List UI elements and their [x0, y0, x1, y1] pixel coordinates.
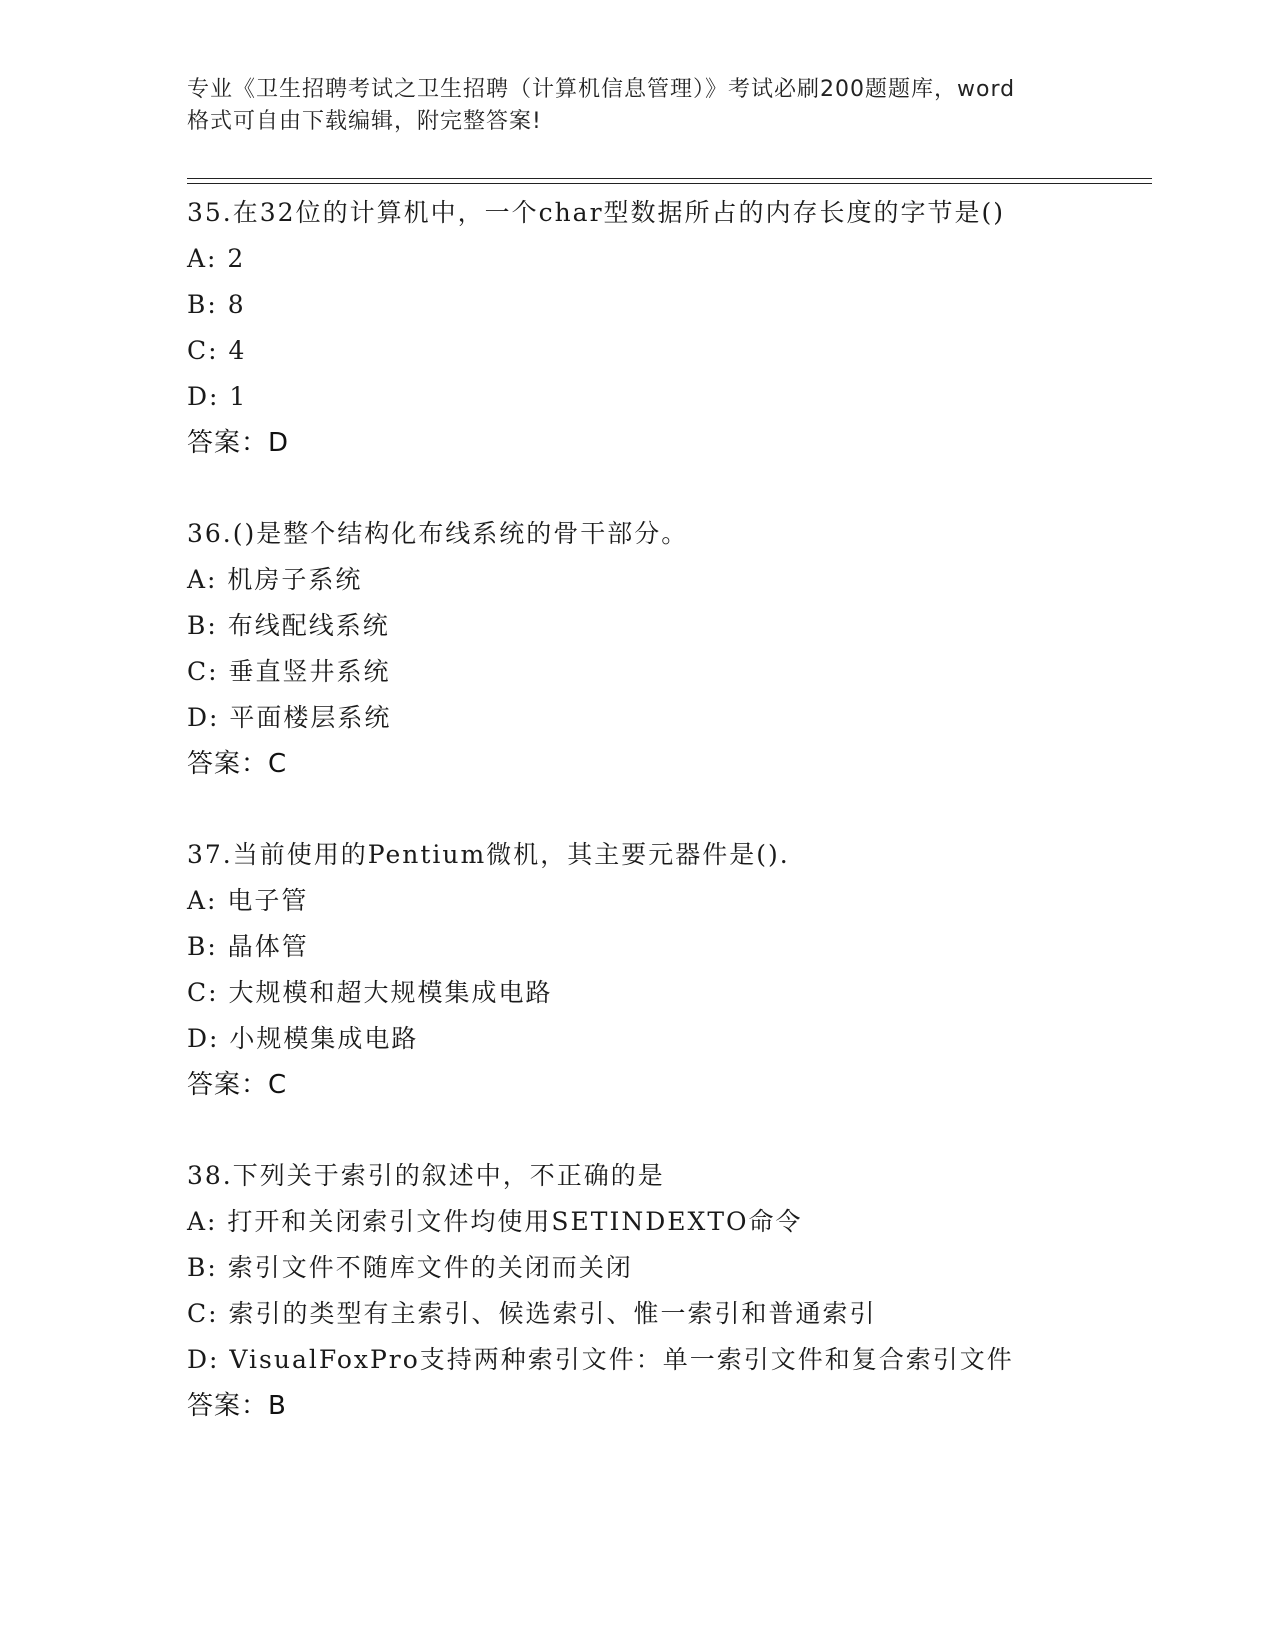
- question-stem: 38.下列关于索引的叙述中，不正确的是: [187, 1161, 665, 1190]
- option-b: B: 布线配线系统: [187, 611, 390, 640]
- question-36: [187, 511, 1152, 787]
- header-line-1: 专业《卫生招聘考试之卫生招聘（计算机信息管理）》考试必刷200题题库，word: [187, 77, 1016, 102]
- option-b: B: 晶体管: [187, 932, 309, 961]
- header-line-2: 格式可自由下载编辑，附完整答案!: [187, 109, 542, 134]
- option-a: A: 打开和关闭索引文件均使用SETINDEXTO命令: [187, 1207, 803, 1236]
- header-divider-bottom: [187, 183, 1152, 184]
- answer: 答案：D: [187, 428, 290, 458]
- question-38: [187, 1153, 1152, 1429]
- option-a: A: 2: [187, 244, 246, 273]
- question-stem: 35.在32位的计算机中，一个char型数据所占的内存长度的字节是(): [187, 198, 1006, 227]
- option-c: C: 索引的类型有主索引、候选索引、惟一索引和普通索引: [187, 1299, 877, 1328]
- answer: 答案：C: [187, 1070, 288, 1100]
- option-b: B: 索引文件不随库文件的关闭而关闭: [187, 1253, 633, 1282]
- option-c: C: 垂直竖井系统: [187, 657, 391, 686]
- answer: 答案：C: [187, 749, 288, 779]
- header-divider-top: [187, 178, 1152, 179]
- option-a: A: 电子管: [187, 886, 309, 915]
- answer: 答案：B: [187, 1391, 287, 1421]
- option-d: D: 1: [187, 382, 248, 411]
- option-d: D: 小规模集成电路: [187, 1024, 419, 1053]
- question-list: [187, 190, 1152, 1474]
- option-a: A: 机房子系统: [187, 565, 363, 594]
- document-header: [187, 74, 1087, 138]
- question-37: [187, 832, 1152, 1108]
- option-c: C: 4: [187, 336, 247, 365]
- question-stem: 37.当前使用的Pentium微机，其主要元器件是().: [187, 840, 790, 869]
- option-c: C: 大规模和超大规模集成电路: [187, 978, 553, 1007]
- option-d: D: 平面楼层系统: [187, 703, 392, 732]
- question-35: [187, 190, 1152, 466]
- option-b: B: 8: [187, 290, 246, 319]
- option-d: D: VisualFoxPro支持两种索引文件：单一索引文件和复合索引文件: [187, 1345, 1014, 1374]
- question-stem: 36.()是整个结构化布线系统的骨干部分。: [187, 519, 689, 548]
